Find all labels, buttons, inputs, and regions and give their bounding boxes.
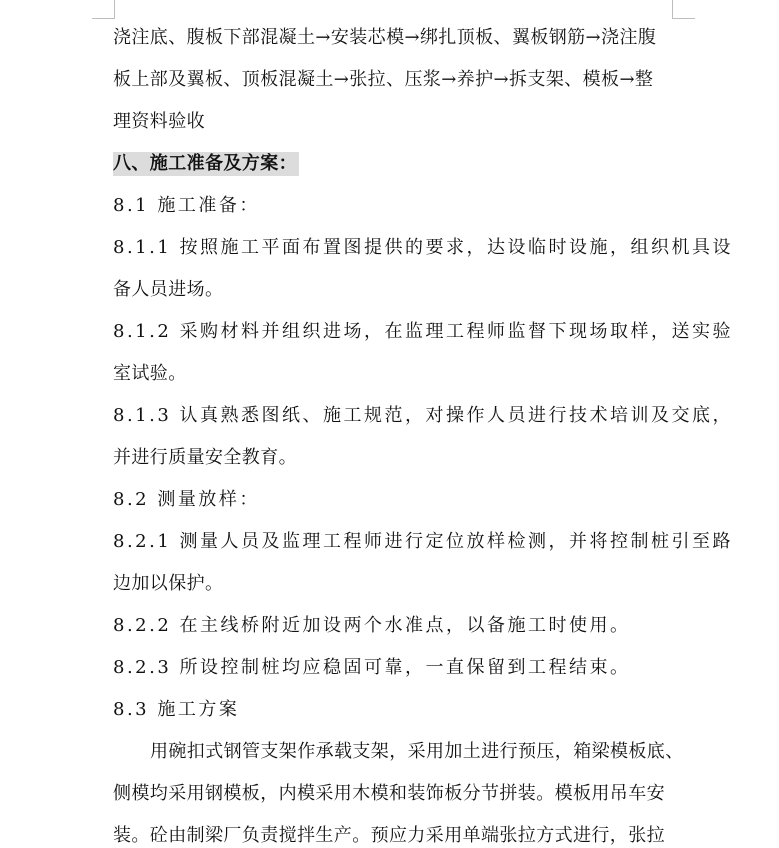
- paragraph-line: 8.2.3 所设控制桩均应稳固可靠，一直保留到工程结束。: [113, 657, 631, 678]
- paragraph-line: 边加以保护。: [113, 573, 224, 594]
- text-line: 理资料验收: [113, 111, 205, 132]
- margin-corner-mark-right: [672, 0, 695, 19]
- text-line: 浇注底、腹板下部混凝土→安装芯模→绑扎顶板、翼板钢筋→浇注腹: [113, 27, 657, 48]
- heading-highlight: 八、施工准备及方案：: [113, 153, 297, 174]
- subsection-heading: 8.1 施工准备：: [113, 195, 260, 216]
- section-heading: [113, 152, 693, 176]
- paragraph-line: 8.1.1 按照施工平面布置图提供的要求，达设临时设施，组织机具设: [113, 237, 734, 258]
- paragraph-line: 8.2.2 在主线桥附近加设两个水准点，以备施工时使用。: [113, 615, 631, 636]
- paragraph-line: 装。砼由制梁厂负责搅拌生产。预应力采用单端张拉方式进行，张拉: [113, 825, 665, 846]
- paragraph-line: 8.1.3 认真熟悉图纸、施工规范，对操作人员进行技术培训及交底，: [113, 405, 734, 426]
- paragraph-line: 备人员进场。: [113, 279, 224, 300]
- paragraph-line: 8.2.1 测量人员及监理工程师进行定位放样检测，并将控制桩引至路: [113, 531, 734, 552]
- paragraph-line: 侧模均采用钢模板，内模采用木模和装饰板分节拼装。模板用吊车安: [113, 783, 665, 804]
- paragraph-line: 室试验。: [113, 363, 187, 384]
- margin-corner-mark-left: [92, 0, 115, 19]
- subsection-heading: 8.2 测量放样：: [113, 489, 260, 510]
- paragraph-line: 用碗扣式钢管支架作承载支架，采用加土进行预压，箱梁模板底、: [150, 741, 684, 762]
- text-line: 板上部及翼板、顶板混凝土→张拉、压浆→养护→拆支架、模板→整: [113, 69, 654, 90]
- paragraph-line: 8.1.2 采购材料并组织进场，在监理工程师监督下现场取样，送实验: [113, 321, 734, 342]
- subsection-heading: 8.3 施工方案: [113, 699, 240, 720]
- paragraph-line: 并进行质量安全教育。: [113, 447, 297, 468]
